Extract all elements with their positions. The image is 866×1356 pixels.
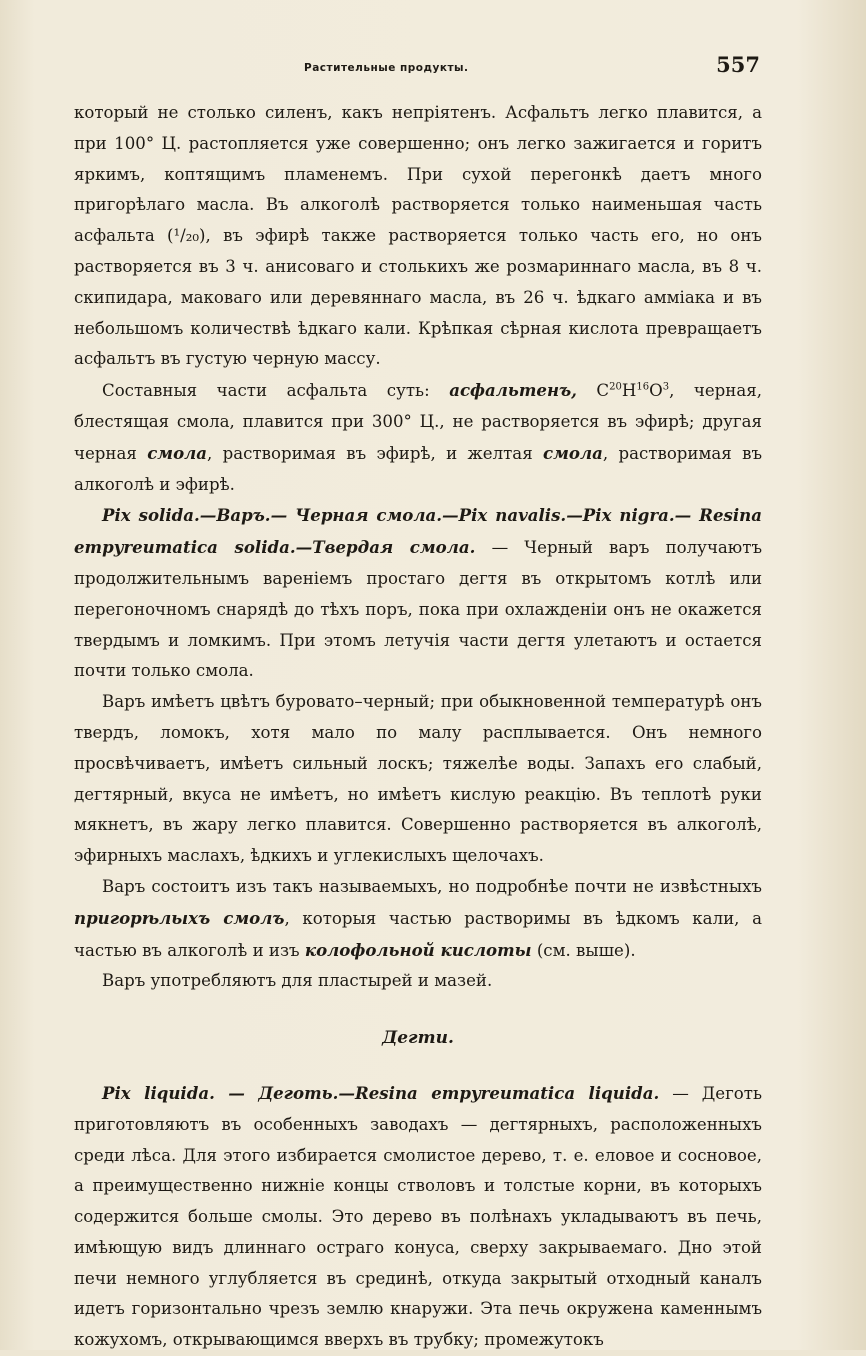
page-number: 557 (716, 52, 760, 77)
page-body (74, 98, 762, 1356)
section-heading: Дегти. (382, 1028, 454, 1049)
paragraph-var-properties: Варъ имѣетъ цвѣтъ буровато–черный; при обыкновенной температурѣ онъ твердъ, ломокъ, хотя мало по малу расплывается. Онъ немного просвѣчиваетъ, имѣетъ сильный лоскъ; тяжелѣе воды. Запахъ его слабый, дегтярный, вкуса не имѣетъ, но имѣетъ кислую реакцію. Въ теплотѣ руки мякнетъ, въ жару легко плавится. Совершенно растворяется въ алкоголѣ, эфирныхъ маслахъ, ѣдкихъ и углекислыхъ щелочахъ. (74, 692, 762, 866)
paragraph-asphalt-components: Составныя части асфальта суть: асфальтенъ, $C^{20}H^{16}O^3$, черная, блестящая смола, плавится при 300° Ц., не растворяется въ эфирѣ; другая черная смола, растворимая въ эфирѣ, и желтая смола, растворимая въ алкоголѣ и эфирѣ. (74, 380, 763, 494)
paragraph-var-composition: Варъ состоитъ изъ такъ называемыхъ, но подробнѣе почти не извѣстныхъ пригорѣлыхъ смолъ, которыя частью растворимы въ ѣдкомъ кали, а частью въ алкоголѣ и изъ колофольной кислоты (см. выше). (74, 876, 762, 960)
paragraph-var-usage: Варъ употребляютъ для пластырей и мазей. (102, 971, 493, 991)
paragraph-pix-solida: Pix solida.—Варъ.— Черная смола.—Pix navalis.—Pix nigra.— Resina empyreumatica solida.—Твердая смола. — Черный варъ получаютъ продолжительнымъ вареніемъ простаго дегтя въ открытомъ котлѣ или перегоночномъ снарядѣ до тѣхъ поръ, пока при охлажденіи онъ не окажется твердымъ и ломкимъ. При этомъ летучія части дегтя улетаютъ и остается почти только смола. (74, 505, 762, 681)
paragraph-pix-liquida: Pix liquida. — Деготь.—Resina empyreumatica liquida. — Деготь приготовляютъ въ особенныхъ заводахъ — дегтярныхъ, расположенныхъ среди лѣса. Для этого избирается смолистое дерево, т. е. еловое и сосновое, а преимущественно нижніе концы стволовъ и толстые корни, въ которыхъ содержится больше смолы. Это дерево въ полѣнахъ укладываютъ въ печь, имѣющую видъ длиннаго остраго конуса, сверху закрываемаго. Дно этой печи немного углубляется въ срединѣ, откуда закрытый отходный каналъ идетъ горизонтально чрезъ землю кнаружи. Эта печь окружена каменнымъ кожухомъ, открывающимся вверхъ въ трубку; промежутокъ (74, 1082, 762, 1350)
paragraph-asphalt-properties: который не столько силенъ, какъ непріятенъ. Асфальтъ легко плавится, а при 100° Ц. растопляется уже совершенно; онъ легко зажигается и горитъ яркимъ, коптящимъ пламенемъ. При сухой перегонкѣ даетъ много пригорѣлаго масла. Въ алкоголѣ растворяется только наименьшая часть асфальта (¹/₂₀), въ эфирѣ также растворяется только часть его, но онъ растворяется въ 3 ч. анисоваго и столькихъ же розмариннаго масла, въ 8 ч. скипидара, маковаго или деревяннаго масла, въ 26 ч. ѣдкаго амміака и въ небольшомъ количествѣ ѣдкаго кали. Крѣпкая сѣрная кислота превращаетъ асфальтъ въ густую черную массу. (74, 103, 762, 369)
page-header (74, 52, 762, 98)
running-title: Растительные продукты. (304, 62, 469, 74)
